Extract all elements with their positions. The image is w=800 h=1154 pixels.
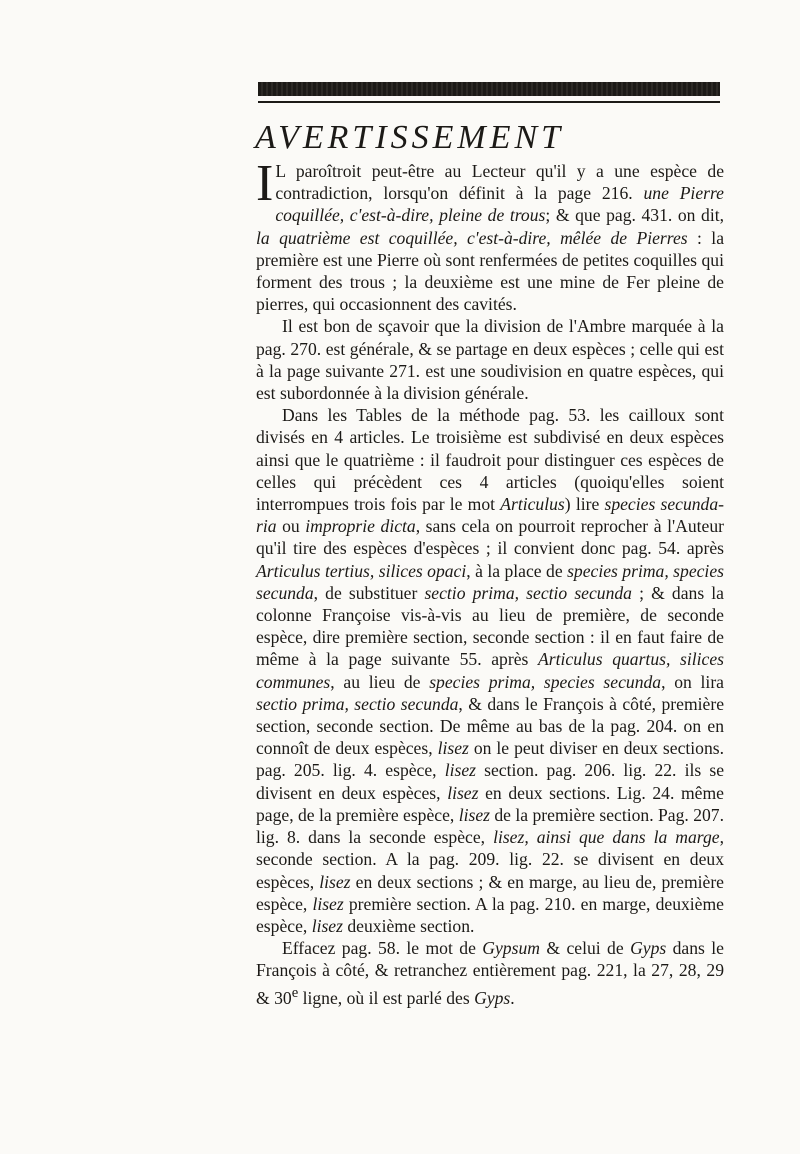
header-rule-thin <box>258 101 720 103</box>
body-text <box>256 155 725 1009</box>
paragraph-1: I L paroîtroit peut-être au Lecteur qu'il y a une espèce de contradiction, lorsqu'on définit à la page 216. une Pierre coquillée, c'est-à-dire, pleine de trous; & que pag. 431. on dit, la quatrième est coquillée, c'est-à-dire, mêlée de Pierres : la première est une Pierre où sont renfermées de petites coquilles qui forment des trous ; la deuxième est une mine de Fer pleine de pierres, qui occasionnent des cavités. <box>256 155 724 315</box>
paragraph-3: Dans les Tables de la méthode pag. 53. les cailloux sont divisés en 4 articles. Le troisième est subdivisé en deux espèces ainsi que le quatrième : il faudroit pour distinguer ces espèces de celles qui précèdent ces 4 articles (quoiqu'elles soient interrompues trois fois par le mot Articulus) lire species secunda-ria ou improprie dicta, sans cela on pourroit reprocher à l'Auteur qu'il tire des espèces d'espèces ; il convient donc pag. 54. après Articulus tertius, silices opaci, à la place de species prima, species secunda, de substituer sectio prima, sectio secunda ; & dans la colonne Françoise vis-à-vis au lieu de première, de seconde espèce, dire première section, seconde section : il en faut faire de même à la page suivante 55. après Articulus quartus, silices communes, au lieu de species prima, species secunda, on lira sectio prima, sectio secunda, & dans le François à côté, première section, seconde section. De même au bas de la pag. 204. on en connoît de deux espèces, lisez on le peut diviser en deux sections. pag. 205. lig. 4. espèce, lisez section. pag. 206. lig. 22. ils se divisent en deux espèces, lisez en deux sections. Lig. 24. même page, de la première espèce, lisez de la première section. Pag. 207. lig. 8. dans la seconde espèce, lisez, ainsi que dans la marge, seconde section. A la pag. 209. lig. 22. se divisent en deux espèces, lisez en deux sections ; & en marge, au lieu de, première espèce, lisez première section. A la pag. 210. en marge, deuxième espèce, lisez deuxième section. <box>256 405 725 936</box>
paragraph-4: Effacez pag. 58. le mot de Gypsum & celui de Gyps dans le François à côté, & retranchez entièrement pag. 221, la 27, 28, 29 & 30e ligne, où il est parlé des Gyps. <box>256 938 724 1008</box>
header-rule-thick <box>258 82 720 96</box>
drop-cap: I <box>256 155 274 212</box>
paragraph-2: Il est bon de sçavoir que la division de l'Ambre marquée à la pag. 270. est générale, & se partage en deux espèces ; celle qui est à la page suivante 271. est une soudivision en quatre espèces, qui est subordonnée à la division générale. <box>256 316 724 404</box>
page-title: AVERTISSEMENT <box>255 119 565 156</box>
